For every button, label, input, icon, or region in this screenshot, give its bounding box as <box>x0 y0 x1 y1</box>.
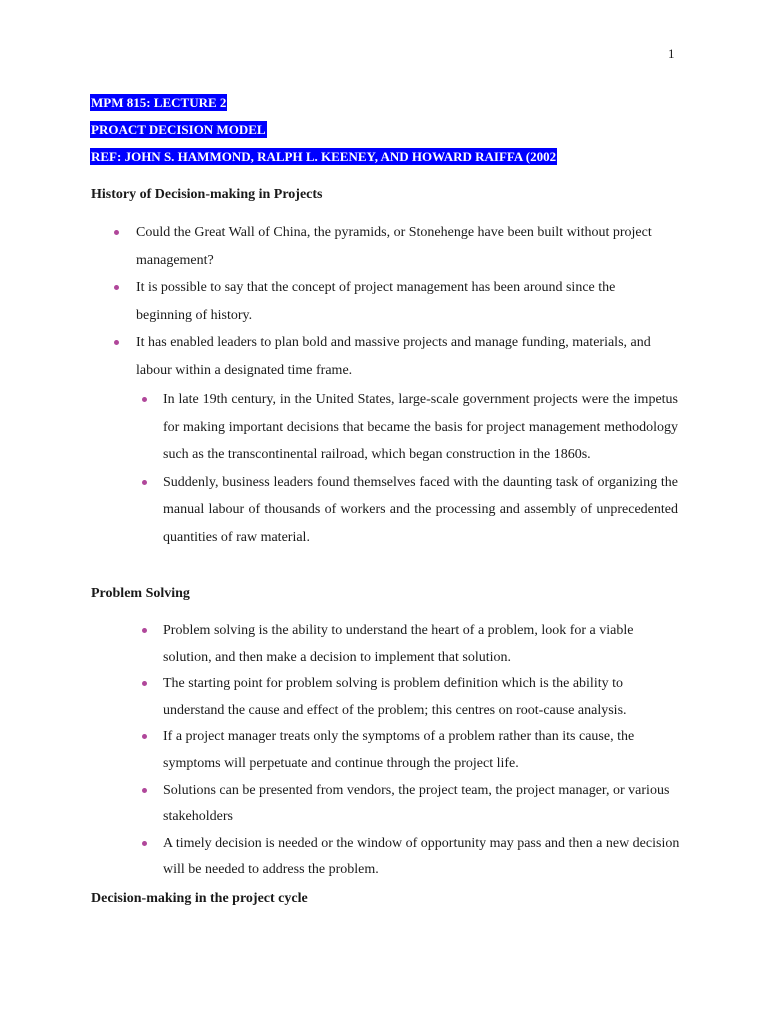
topic-title: PROACT DECISION MODEL <box>91 122 266 137</box>
reference-line: REF: JOHN S. HAMMOND, RALPH L. KEENEY, AND HOWARD RAIFFA (2002 <box>91 149 557 164</box>
bullet-icon <box>142 788 147 793</box>
bullet-icon <box>142 681 147 686</box>
bullet-icon <box>142 480 147 485</box>
bullet-icon <box>114 230 119 235</box>
bullet-icon <box>142 628 147 633</box>
bullet-icon <box>114 285 119 290</box>
decision-cycle-heading: Decision-making in the project cycle <box>91 891 308 906</box>
list-item: In late 19th century, in the United States, large-scale government projects were the impetus for making important decisions that became the basis for project management methodology such as the transcontinental railroad, which began construction in the 1860s. <box>140 386 678 469</box>
list-item: A timely decision is needed or the window of opportunity may pass and then a new decision will be needed to address the problem. <box>140 831 680 884</box>
bullet-icon <box>114 340 119 345</box>
problem-solving-list <box>140 618 680 884</box>
list-item: It has enabled leaders to plan bold and massive projects and manage funding, materials, and labour within a designated time frame. <box>112 329 672 384</box>
list-item: The starting point for problem solving is problem definition which is the ability to understand the cause and effect of the problem; this centres on root-cause analysis. <box>140 671 680 724</box>
list-item: It is possible to say that the concept of project management has been around since the beginning of history. <box>112 274 672 329</box>
page-number: 1 <box>668 46 675 61</box>
lecture-header <box>90 94 557 175</box>
list-item: Could the Great Wall of China, the pyramids, or Stonehenge have been built without project management? <box>112 219 672 274</box>
bullet-icon <box>142 734 147 739</box>
list-item: Problem solving is the ability to understand the heart of a problem, look for a viable solution, and then make a decision to implement that solution. <box>140 618 680 671</box>
list-item: If a project manager treats only the symptoms of a problem rather than its cause, the symptoms will perpetuate and continue through the project life. <box>140 724 680 777</box>
history-heading: History of Decision-making in Projects <box>91 187 323 202</box>
history-sublist <box>140 386 678 551</box>
bullet-icon <box>142 841 147 846</box>
course-title: MPM 815: LECTURE 2 <box>91 95 227 110</box>
list-item: Solutions can be presented from vendors, the project team, the project manager, or various stakeholders <box>140 778 680 831</box>
bullet-icon <box>142 397 147 402</box>
history-list <box>112 219 672 384</box>
problem-solving-heading: Problem Solving <box>91 586 190 601</box>
list-item: Suddenly, business leaders found themselves faced with the daunting task of organizing the manual labour of thousands of workers and the processing and assembly of unprecedented quantities of raw material. <box>140 469 678 552</box>
